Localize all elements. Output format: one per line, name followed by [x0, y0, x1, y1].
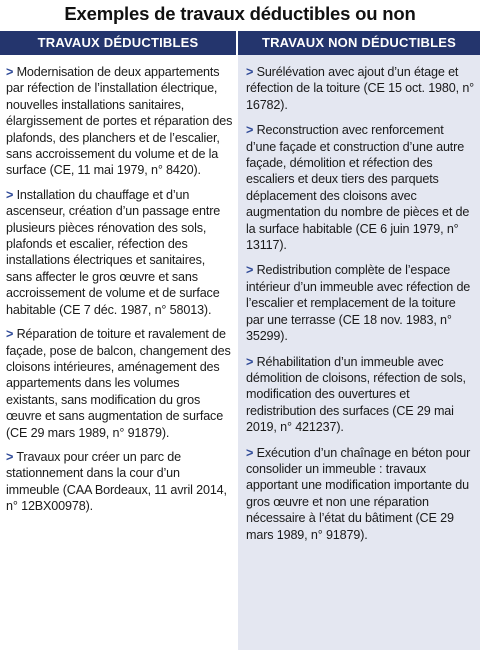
list-item	[6, 64, 234, 179]
list-item	[6, 187, 234, 318]
bullet-icon: >	[246, 445, 254, 460]
list-item	[246, 262, 476, 344]
list-item	[246, 445, 476, 543]
bullet-icon: >	[6, 449, 14, 464]
item-text: Modernisation de deux appartements par réfection de l’installation électrique, nouvelles installations sanitaires, élargissement de portes et réparation des plafonds, des planchers et de l’escalier, sans accroissement du volume et de la surface (CE, 11 mai 1979, n° 8420).	[6, 65, 233, 178]
item-text: Réhabilitation d’un immeuble avec démolition de cloisons, réfection de sols, modification des ouvertures et redistribution des surfaces (CE 29 mai 2019, n° 421237).	[246, 354, 466, 435]
list-item	[246, 122, 476, 253]
item-text: Surélévation avec ajout d’un étage et réfection de la toiture (CE 15 oct. 1980, n° 16782).	[246, 65, 475, 112]
item-text: Redistribution complète de l’espace intérieur d’un immeuble avec réfection de l’escalier et remplacement de la toiture par une terrasse (CE 18 nov. 1983, n° 35299).	[246, 263, 471, 344]
deductible-column	[0, 31, 238, 650]
list-item	[6, 449, 234, 515]
deductible-header: TRAVAUX DÉDUCTIBLES	[0, 31, 238, 55]
item-text: Exécution d’un chaînage en béton pour consolider un immeuble : travaux apportant une modification importante du gros œuvre et non une réparation nécessaire à l’état du bâtiment (CE 29 mars 1989, n° 91879).	[246, 445, 471, 542]
bullet-icon: >	[246, 65, 254, 79]
list-item	[6, 326, 234, 441]
non-deductible-column	[238, 31, 480, 650]
bullet-icon: >	[6, 187, 14, 202]
bullet-icon: >	[6, 65, 14, 79]
item-text: Réparation de toiture et ravalement de façade, pose de balcon, changement des cloisons intérieures, aménagement des appartements dans les volumes existants, sans modification du gros œuvre et sans augmentation de surface (CE 29 mars 1989, n° 91879).	[6, 327, 231, 440]
item-text: Reconstruction avec renforcement d’une façade et construction d’une autre façade, démolition et réfection des escaliers et deux tiers des parquets déplacement des cloisons avec augmentation du nombre de pièces et de la surface habitable (CE 6 juin 1979, n° 13117).	[246, 123, 470, 253]
bullet-icon: >	[246, 263, 254, 278]
deductible-list	[0, 55, 238, 523]
non-deductible-header: TRAVAUX NON DÉDUCTIBLES	[238, 31, 480, 55]
bullet-icon: >	[6, 327, 14, 342]
non-deductible-list	[238, 55, 480, 552]
bullet-icon: >	[246, 354, 254, 369]
page-title: Exemples de travaux déductibles ou non	[64, 3, 416, 24]
bullet-icon: >	[246, 123, 254, 138]
list-item	[246, 354, 476, 436]
list-item	[246, 64, 476, 113]
item-text: Travaux pour créer un parc de stationnement dans la cour d’un immeuble (CAA Bordeaux, 11 avril 2014, n° 12BX00978).	[6, 449, 227, 514]
comparison-table	[0, 31, 480, 650]
item-text: Installation du chauffage et d’un ascenseur, création d’un passage entre plusieurs pièces rénovation des sols, plafonds et escalier, réfection des installations électriques et sanitaires, sans affecter le gros œuvre et sans accroissement de volume et de surface habitable (CE 7 déc. 1987, n° 58013).	[6, 187, 221, 317]
